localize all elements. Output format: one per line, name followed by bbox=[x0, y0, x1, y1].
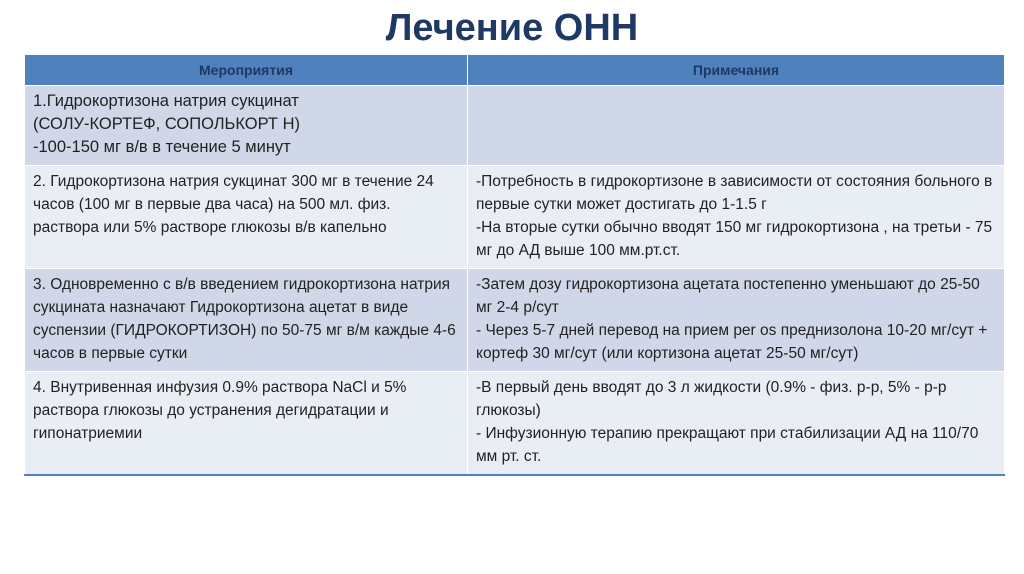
notes-cell: -Потребность в гидрокортизоне в зависимости от состояния больного в первые сутки может достигать до 1-1.5 г -На вторые сутки обычно вводят 150 мг гидрокортизона , на третьи - 75 мг до АД выше 100 мм.рт.ст. bbox=[468, 166, 1005, 269]
header-measures: Мероприятия bbox=[25, 55, 468, 86]
notes-cell: -Затем дозу гидрокортизона ацетата постепенно уменьшают до 25-50 мг 2-4 р/сут - Через 5-7 дней перевод на прием per os преднизолона 10-20 мг/сут + кортеф 30 мг/сут (или кортизона ацетат 25-50 мг/сут) bbox=[468, 269, 1005, 372]
table-row bbox=[25, 166, 1005, 269]
table-header-row bbox=[25, 55, 1005, 86]
treatment-table bbox=[24, 54, 1005, 476]
measure-cell: 1.Гидрокортизона натрия сукцинат (СОЛУ-КОРТЕФ, СОПОЛЬКОРТ Н) -100-150 мг в/в в течение 5 минут bbox=[25, 86, 468, 166]
notes-cell bbox=[468, 86, 1005, 166]
table-row bbox=[25, 269, 1005, 372]
notes-cell: -В первый день вводят до 3 л жидкости (0.9% - физ. р-р, 5% - р-р глюкозы) - Инфузионную терапию прекращают при стабилизации АД на 110/70 мм рт. ст. bbox=[468, 372, 1005, 476]
measure-cell: 2. Гидрокортизона натрия сукцинат 300 мг в течение 24 часов (100 мг в первые два часа) на 500 мл. физ. раствора или 5% растворе глюкозы в/в капельно bbox=[25, 166, 468, 269]
measure-cell: 3. Одновременно с в/в введением гидрокортизона натрия сукцината назначают Гидрокортизона ацетат в виде суспензии (ГИДРОКОРТИЗОН) по 50-75 мг в/м каждые 4-6 часов в первые сутки bbox=[25, 269, 468, 372]
header-notes: Примечания bbox=[468, 55, 1005, 86]
measure-cell: 4. Внутривенная инфузия 0.9% раствора NaCl и 5% раствора глюкозы до устранения дегидратации и гипонатриемии bbox=[25, 372, 468, 476]
table-row bbox=[25, 86, 1005, 166]
slide-title: Лечение ОНН bbox=[385, 7, 639, 49]
table-row bbox=[25, 372, 1005, 476]
